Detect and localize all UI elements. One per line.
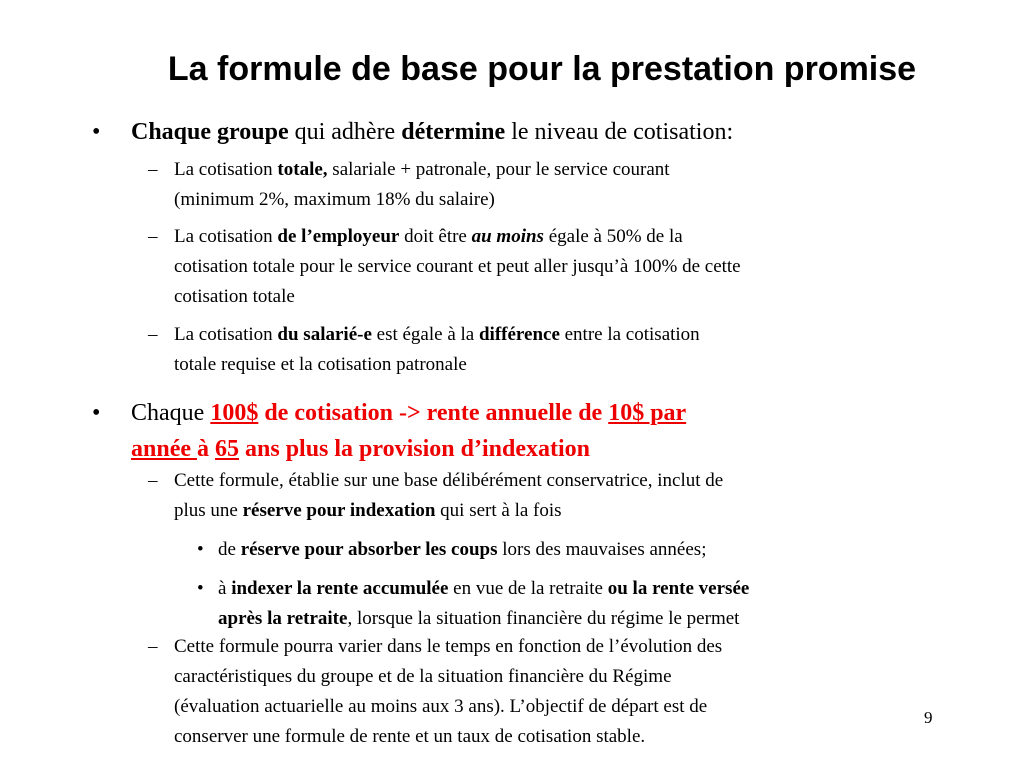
slide-title: La formule de base pour la prestation promise xyxy=(167,50,917,88)
dash-marker: – xyxy=(148,159,158,180)
bullet-1-text: Chaque groupe qui adhère détermine le niveau de cotisation: xyxy=(131,119,734,145)
small-bullet-marker: • xyxy=(197,539,204,560)
bullet-marker: • xyxy=(92,119,101,145)
dash-marker: – xyxy=(148,636,158,657)
sub-sub-item-2-text: à indexer la rente accumulée en vue de la retraite ou la rente versée après la retraite, lorsque la situation financière du régime le permet xyxy=(218,578,750,629)
bullet-2-text: Chaque 100$ de cotisation -> rente annuelle de 10$ par année à 65 ans plus la provision d’indexation xyxy=(131,400,687,462)
dash-marker: – xyxy=(148,226,158,247)
sub-item-1-text: La cotisation totale, salariale + patronale, pour le service courant (minimum 2%, maximum 18% du salaire) xyxy=(174,159,670,210)
sub-item-4-text: Cette formule, établie sur une base délibérément conservatrice, inclut de plus une réserve pour indexation qui sert à la fois xyxy=(174,470,724,521)
dash-marker: – xyxy=(148,324,158,345)
page-number: 9 xyxy=(924,708,933,727)
sub-item-3-text: La cotisation du salarié-e est égale à la différence entre la cotisation totale requise et la cotisation patronale xyxy=(174,324,700,375)
sub-item-2-text: La cotisation de l’employeur doit être au moins égale à 50% de la cotisation totale pour le service courant et peut aller jusqu’à 100% de cette cotisation totale xyxy=(174,226,741,307)
bullet-marker: • xyxy=(92,400,101,426)
small-bullet-marker: • xyxy=(197,578,204,599)
sub-sub-item-1-text: de réserve pour absorber les coups lors des mauvaises années; xyxy=(218,539,707,560)
sub-item-5-text: Cette formule pourra varier dans le temps en fonction de l’évolution des caractéristiques du groupe et de la situation financière du Régime (évaluation actuarielle au moins aux 3 ans). L’objectif de départ est de conserver une formule de rente et un taux de cotisation stable. xyxy=(174,636,723,747)
dash-marker: – xyxy=(148,470,158,491)
